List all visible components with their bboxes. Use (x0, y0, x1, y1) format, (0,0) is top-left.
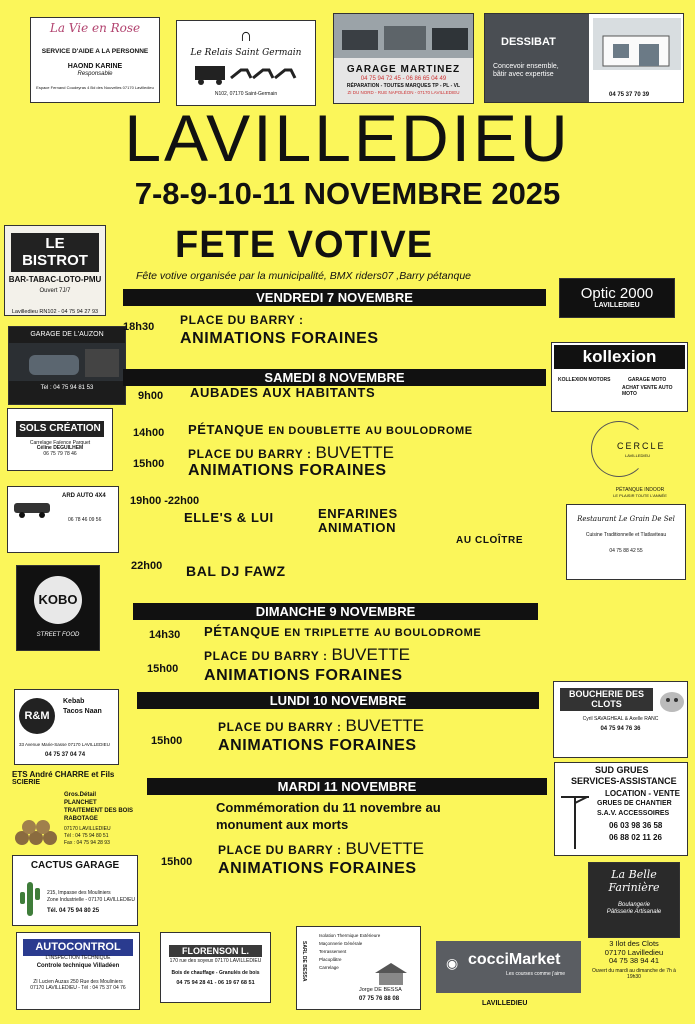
boucherie-name: BOUCHERIE DES CLOTS (568, 689, 644, 710)
garage-photo (9, 343, 126, 381)
fariniere-sub-1: Boulangerie (617, 902, 651, 909)
ad-relais-saint-germain (176, 20, 316, 106)
boucherie-phone: 04 75 94 76 36 (600, 726, 641, 733)
sols-service: Carrelage Faïence Parquet (29, 439, 91, 446)
garage-auzon-phone: Tel : 04 75 94 81 53 (40, 385, 94, 392)
rm-logo: R&M (19, 698, 55, 734)
sud-grues-phone-1: 06 03 98 36 58 (609, 821, 663, 830)
monday-place: PLACE DU BARRY : (218, 720, 342, 734)
monday-place-line (218, 716, 424, 736)
fariniere-sub-2: Pâtisserie Artisanale (606, 909, 662, 916)
autocontrol-address: ZI Lucien Auzas 250 Rue des Mouliniers (33, 979, 123, 986)
autocontrol-line1: L'INSPECTION TECHNIQUE (45, 954, 111, 961)
charre-fax: Fax : 04 75 94 28 93 (64, 840, 110, 846)
kobo-burger-icon: KOBO (34, 576, 82, 624)
grain-de-sel-sub: Cuisine Traditionnelle et Tlatlaviteau (585, 532, 667, 539)
ad-garage-martinez (333, 13, 474, 104)
house-photo (593, 18, 681, 70)
bessa-line3: Terrassement (319, 949, 347, 954)
organizers-note: Fête votive organisée par la municipalité, BMX riders07 ,Barry pétanque (136, 270, 472, 282)
optic-name: Optic 2000 (580, 285, 654, 302)
saturday-time-4: 19h00 -22h00 (130, 495, 200, 507)
saturday-event-2 (188, 422, 473, 437)
charre-type: SCIERIE (12, 779, 41, 787)
tuesday-time-2: 15h00 (161, 856, 193, 868)
garage-martinez-phone: 04 75 94 72 45 - 06 86 65 04 49 (360, 75, 447, 82)
bistrot-services: BAR-TABAC-LOTO-PMU (8, 274, 102, 284)
sud-grues-phone-2: 06 88 02 11 26 (609, 833, 662, 842)
monday-buvette: BUVETTE (345, 716, 424, 735)
sunday-place: PLACE DU BARRY : (204, 649, 328, 663)
cercle-sub: LAVILLEDIEU (625, 453, 651, 458)
day-header-monday: LUNDI 10 NOVEMBRE (137, 692, 539, 709)
ad-charre-scierie (12, 770, 138, 849)
boucherie-owners: Cyril SAVAGHEAL & Axelle RANC (582, 715, 659, 722)
tuesday-event-1a: Commémoration du 11 novembre au (216, 800, 441, 815)
tuesday-event-1b: monument aux morts (216, 817, 349, 832)
sunday-buvette: BUVETTE (331, 645, 410, 664)
sunday-event-1 (204, 624, 481, 639)
kollexion-name: kollexion (582, 347, 657, 366)
charre-tel: Tél : 04 75 94 80 51 (64, 833, 109, 839)
ad-dessibat (484, 13, 684, 103)
bessa-name: SARL DE BESSA (301, 941, 307, 982)
sunday-animations: ANIMATIONS FORAINES (204, 667, 403, 684)
ad-rm-kebab (14, 689, 119, 765)
autocontrol-logo (23, 939, 133, 956)
event-dates: 7-8-9-10-11 NOVEMBRE 2025 (134, 176, 561, 211)
cercle-name: CERCLE (617, 441, 666, 451)
sunday-time-1: 14h30 (149, 629, 181, 641)
friday-place: PLACE DU BARRY : (180, 313, 304, 327)
coccimarket-slogan: Les courses comme j'aime (506, 971, 566, 977)
ad-sols-creation (7, 408, 113, 471)
charre-town: 07170 LAVILLEDIEU (64, 826, 111, 832)
tuesday-animations: ANIMATIONS FORAINES (218, 860, 417, 877)
sunday-petanque-format: EN TRIPLETTE (284, 627, 370, 639)
saturday-time-3: 15h00 (133, 458, 165, 470)
saturday-petanque-place: AU BOULODROME (365, 425, 473, 437)
friday-animations: ANIMATIONS FORAINES (180, 330, 379, 347)
saturday-place-line (188, 443, 394, 463)
day-header-tuesday: MARDI 11 NOVEMBRE (147, 778, 547, 795)
saturday-event-5: BAL DJ FAWZ (186, 563, 286, 579)
day-header-saturday: SAMEDI 8 NOVEMBRE (123, 369, 546, 386)
sud-grues-name: SUD GRUES (595, 765, 649, 775)
sols-name: SOLS CRÉATION (19, 423, 101, 434)
fariniere-phone: 04 75 38 94 41 (608, 956, 660, 966)
bessa-line1: Isolation Thermique Extérieure (319, 933, 381, 938)
ad-ard-auto (7, 486, 119, 553)
kollexion-line1: KOLLEXION MOTORS (558, 377, 611, 383)
kobo-sub: STREET FOOD (36, 632, 80, 638)
ad-florenson (160, 932, 271, 1003)
ad-coccimarket (436, 941, 581, 993)
autocontrol-town-phone: 07170 LAVILLEDIEU - Tél : 04 75 37 04 76 (30, 985, 126, 992)
vie-en-rose-role: Responsable (77, 71, 113, 78)
sols-phone: 06 75 79 78 46 (43, 451, 77, 457)
ad-le-bistrot (4, 225, 106, 316)
friday-time-1: 18h30 (123, 321, 155, 333)
crane-icon (559, 791, 591, 851)
autocontrol-name: AUTOCONTROL (35, 941, 121, 953)
charre-name: ETS André CHARRE et Fils (12, 770, 115, 779)
saturday-time-5: 22h00 (131, 560, 163, 572)
car-icon (12, 493, 52, 519)
saturday-event-4b: ENFARINES (318, 506, 398, 521)
house-icon (371, 961, 411, 985)
vie-en-rose-logo: La Vie en Rose (49, 21, 141, 35)
saturday-event-1: AUBADES AUX HABITANTS (190, 385, 376, 400)
ard-name: ARD AUTO 4X4 (62, 493, 106, 499)
log-pile-icon (14, 820, 58, 846)
bistrot-name: LE BISTROT (22, 235, 88, 270)
ard-phone: 06 78 46 09 56 (68, 517, 102, 523)
sols-logo (16, 421, 104, 437)
day-header-sunday: DIMANCHE 9 NOVEMBRE (133, 603, 538, 620)
bessa-person: Jorge DE BESSA (359, 987, 402, 993)
sud-grues-sub: SERVICES-ASSISTANCE (571, 776, 677, 786)
ad-kobo (16, 565, 100, 651)
charre-line2: PLANCHET (64, 800, 97, 806)
ad-vie-en-rose (30, 17, 160, 103)
fariniere-name-1: La Belle (611, 868, 657, 881)
fariniere-address-2: 07170 Lavilledieu (604, 947, 664, 957)
ad-cactus-garage (12, 855, 138, 926)
bessa-phone: 07 75 76 88 08 (359, 996, 400, 1002)
ad-grain-de-sel (566, 504, 686, 580)
sols-contact: Céline DEGUILHEM (36, 445, 84, 452)
ad-cercle (585, 415, 665, 480)
monday-time-1: 15h00 (151, 735, 183, 747)
sud-grues-line2: GRUES DE CHANTIER (597, 800, 672, 807)
dessibat-panel (485, 14, 589, 103)
saturday-event-4d: AU CLOÎTRE (456, 535, 524, 546)
ad-petanque-indoor (594, 488, 686, 498)
bistrot-header (11, 233, 99, 272)
cactus-icon (19, 878, 41, 918)
garage-martinez-name: GARAGE MARTINEZ (346, 64, 461, 75)
ad-optic-2000 (559, 278, 675, 318)
cactus-address-2: Zone Industrielle - 07170 LAVILLEDIEU (47, 897, 136, 903)
sunday-time-2: 15h00 (147, 663, 179, 675)
tuesday-buvette: BUVETTE (345, 839, 424, 858)
day-header-friday: VENDREDI 7 NOVEMBRE (123, 289, 546, 306)
autocontrol-line2: Controle technique Villadéen (36, 963, 120, 970)
grain-de-sel-name: Restaurant Le Grain De Sel (577, 515, 675, 523)
boucherie-logo (560, 688, 653, 711)
bessa-line4: Placoplâtre (319, 957, 342, 962)
ad-la-belle-fariniere (588, 862, 680, 938)
town-title: LAVILLEDIEU (124, 101, 571, 175)
kollexion-line3: ACHAT VENTE AUTO MOTO (622, 385, 673, 397)
optic-town: LAVILLEDIEU (594, 302, 640, 310)
saturday-time-1: 9h00 (138, 390, 164, 402)
sud-grues-line1: LOCATION - VENTE (605, 789, 680, 798)
saturday-petanque-format: EN DOUBLETTE (268, 425, 362, 437)
florenson-name: FLORENSON L. (182, 946, 249, 956)
dessibat-slogan-1: Concevoir ensemble, (493, 62, 559, 70)
bistrot-hours: Ouvert 7J/7 (39, 287, 71, 294)
vie-en-rose-service: SERVICE D'AIDE A LA PERSONNE (41, 47, 149, 55)
bessa-line5: Carrelage (319, 965, 339, 970)
grain-de-sel-phone: 04 75 88 42 55 (609, 547, 643, 554)
rm-line2: Tacos Naan (63, 708, 102, 715)
coccimarket-icon: ◉ (446, 955, 459, 971)
petanque-indoor-line1: PÉTANQUE INDOOR (615, 487, 665, 493)
fariniere-hours: Ouvert du mardi au dimanche de 7h à 19h30 (592, 967, 676, 980)
tuesday-place-line (218, 839, 424, 859)
dessibat-logo: DESSIBAT (501, 36, 556, 48)
garage-martinez-address: ZI DU NORD - RUE NAPOLÉON - 07170 LAVILLEDIEU (347, 90, 460, 96)
florenson-logo (169, 945, 262, 957)
charre-line4: RABOTAGE (64, 816, 98, 822)
florenson-phones: 04 75 94 28 41 - 06 19 67 68 51 (176, 979, 255, 986)
coccimarket-name: cocciMarket (468, 951, 561, 968)
horseshoe-icon: ∩ (239, 25, 253, 45)
fariniere-info (586, 940, 682, 980)
sunday-petanque-place: AU BOULODROME (373, 627, 482, 639)
bistrot-address: Lavilledieu RN102 - 04 75 94 27 93 (11, 308, 99, 315)
dessibat-slogan-2: bâtir avec expertise (493, 70, 554, 78)
rm-address: 33 Avenue Marie-Sasse 07170 LAVILLEDIEU (19, 742, 110, 747)
ad-garage-auzon (8, 326, 126, 405)
event-title: FETE VOTIVE (175, 224, 434, 266)
monday-animations: ANIMATIONS FORAINES (218, 737, 417, 754)
ad-kollexion (551, 342, 688, 412)
ad-autocontrol (16, 932, 140, 1010)
vie-en-rose-address: Espace Fernand Coudeyras 4 Bd des Nouvelles 07170 Lavilledieu (36, 85, 154, 91)
cow-icon (658, 688, 686, 714)
trucks-photo (334, 14, 474, 58)
bessa-line2: Maçonnerie Générale (319, 941, 363, 946)
dessibat-phone: 04 75 37 70 39 (609, 92, 650, 98)
saturday-buvette: BUVETTE (315, 443, 394, 462)
garage-martinez-services: RÉPARATION - TOUTES MARQUES TP - PL - VL (346, 83, 461, 90)
ad-sarl-de-bessa (296, 926, 421, 1010)
petanque-indoor-line2: LE PLAISIR TOUTE L'ANNÉE (613, 492, 667, 498)
sunday-place-line (204, 645, 410, 665)
cactus-phone: Tél. 04 75 94 80 25 (47, 908, 100, 914)
sud-grues-line3: S.A.V. ACCESSOIRES (597, 810, 670, 817)
stagecoach-icon (191, 60, 301, 86)
saturday-event-4c: ANIMATION (318, 520, 397, 535)
coccimarket-town: LAVILLEDIEU (482, 1000, 528, 1007)
charre-line3: TRAITEMENT DES BOIS (64, 808, 134, 814)
florenson-services: Bois de chauffage - Granulés de bois (171, 970, 260, 977)
kollexion-line2: GARAGE MOTO (628, 377, 667, 383)
charre-line1: Gros.Détail (64, 792, 97, 798)
rm-line1: Kebab (63, 698, 85, 705)
relais-address: N102, 07170 Saint-Germain (214, 91, 278, 98)
vie-en-rose-name: HAOND KARINE (67, 63, 123, 71)
cactus-address-1: 215, Impasse des Mouliniers (47, 890, 111, 896)
ad-sud-grues (554, 762, 688, 856)
ad-boucherie-des-clots (553, 681, 688, 758)
relais-name: Le Relais Saint Germain (190, 47, 302, 58)
cactus-name: CACTUS GARAGE (30, 860, 120, 871)
kollexion-logo (554, 345, 685, 369)
saturday-petanque: PÉTANQUE (188, 422, 265, 437)
rm-phone: 04 75 37 04 74 (45, 752, 86, 758)
fariniere-name-2: Farinière (608, 880, 660, 894)
sunday-petanque: PÉTANQUE (204, 624, 281, 639)
saturday-event-4: ELLE'S & LUI (184, 510, 274, 525)
saturday-animations: ANIMATIONS FORAINES (188, 462, 387, 479)
saturday-time-2: 14h00 (133, 427, 165, 439)
fariniere-address-1: 3 Ilot des Clots (609, 939, 659, 948)
saturday-place: PLACE DU BARRY : (188, 447, 312, 461)
tuesday-place: PLACE DU BARRY : (218, 843, 342, 857)
florenson-address: 170 rue des soyeux 07170 LAVILLEDIEU (169, 958, 262, 965)
garage-auzon-name: GARAGE DE L'AUZON (30, 331, 104, 338)
